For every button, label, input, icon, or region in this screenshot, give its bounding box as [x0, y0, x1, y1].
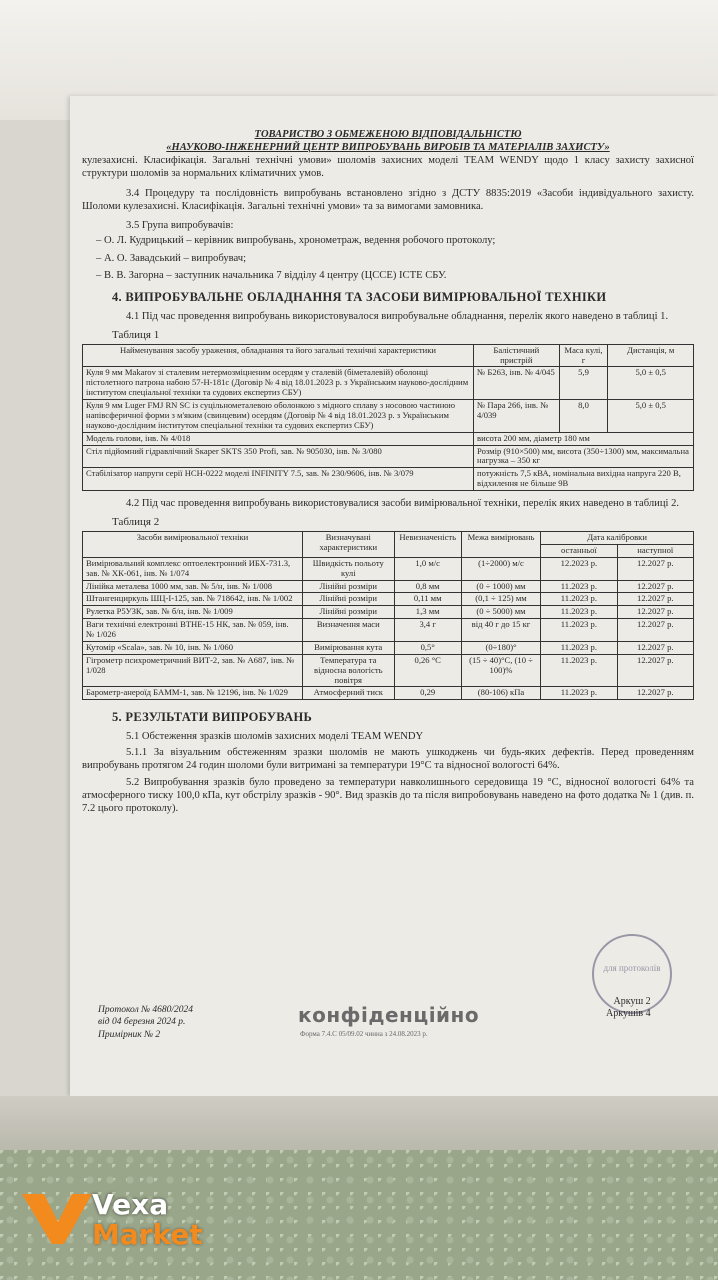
table-cell: Вимірювання кута [302, 641, 394, 654]
table-cell: Барометр-анероїд БАММ-1, зав. № 12196, інв. № 1/029 [83, 687, 303, 700]
table-row [83, 641, 694, 654]
table-cell: Рулетка Р5УЗК, зав. № б/н, інв. № 1/009 [83, 606, 303, 619]
table-cell: 0,8 мм [394, 580, 461, 593]
org-header-line2: «НАУКОВО-ІНЖЕНЕРНИЙ ЦЕНТР ВИПРОБУВАНЬ ВИРОБІВ ТА МАТЕРІАЛІВ ЗАХИСТУ» [166, 142, 610, 154]
paragraph-5-1: 5.1 Обстеження зразків шоломів захисних моделі TEAM WENDY [126, 730, 424, 742]
table2-header: Визначувані характеристики [302, 532, 394, 558]
table-cell: 3,4 г [394, 619, 461, 642]
table-surface [0, 1096, 718, 1156]
table-cell: Вимірювальний комплекс оптоелектронний ИБХ-731.3, зав. № ХК-061, інв. № 1/074 [83, 557, 303, 580]
table-cell: 12.2027 р. [617, 641, 693, 654]
table-cell: від 40 г до 15 кг [461, 619, 540, 642]
table-cell: висота 200 мм, діаметр 180 мм [474, 432, 694, 445]
table-cell: (0 ÷ 1000) мм [461, 580, 540, 593]
table-cell: 11.2023 р. [541, 580, 617, 593]
table-cell: Температура та відносна вологість повітря [302, 654, 394, 687]
table-row [83, 593, 694, 606]
table2-subheader: наступної [617, 544, 693, 557]
table-cell: 11.2023 р. [541, 606, 617, 619]
table-row [83, 468, 694, 491]
table-cell: 0,26 °С [394, 654, 461, 687]
watermark-line1: Vexa [92, 1188, 169, 1221]
tester-item: – В. В. Загорна – заступник начальника 7 відділу 4 центру (ЦССЕ) ІСТЕ СБУ. [96, 269, 694, 282]
table-cell: № Б263, інв. № 4/045 [474, 367, 560, 400]
table-cell: 12.2027 р. [617, 654, 693, 687]
table-cell: 0,29 [394, 687, 461, 700]
table-cell: 5,0 ± 0,5 [608, 400, 694, 433]
table-cell: 11.2023 р. [541, 593, 617, 606]
table-cell: 11.2023 р. [541, 654, 617, 687]
paragraph-4-2: 4.2 Під час проведення випробувань використовувалися засоби вимірювальної техніки, перелік яких наведено в таблиці 2. [126, 498, 680, 510]
table-cell: Куля 9 мм Luger FMJ RN SC із суцільнометалевою оболонкою з мідного сплаву з носовою частиною напівсферичної форми з м'яким (свинцевим) осердям (Договір № 4 від 18.01.2023 р. з Українським науково-дослідним інститутом спеціальної техніки та судових експертиз СБУ) [83, 400, 474, 433]
table-cell: Ваги технічні електронні ВТНЕ-15 НК, зав. № 059, інв. № 1/026 [83, 619, 303, 642]
table-cell: 11.2023 р. [541, 641, 617, 654]
org-header-line1: ТОВАРИСТВО З ОБМЕЖЕНОЮ ВІДПОВІДАЛЬНІСТЮ [254, 129, 522, 140]
table-cell: 1,3 мм [394, 606, 461, 619]
table-cell: Куля 9 мм Makarov зі сталевим нетермозміцненим осердям у сталевій (біметалевій) оболонці пістолетного патрона набою 57-Н-181с (Договір № 4 від 18.01.2023 р. з Українським науково-дослідним інститутом спеціальної техніки та судових експертиз СБУ) [83, 367, 474, 400]
copy-number: Примірник № 2 [98, 1029, 161, 1040]
table-row [83, 687, 694, 700]
table-cell: Лінійні розміри [302, 593, 394, 606]
table-cell: 12.2027 р. [617, 580, 693, 593]
document-content [82, 128, 694, 815]
table-cell: 12.2027 р. [617, 687, 693, 700]
stamp-seal: для протоколів [592, 934, 672, 1014]
table2-header: Межа вимірювань [461, 532, 540, 558]
table-cell: 1,0 м/с [394, 557, 461, 580]
table-cell: Стабілізатор напруги серії HCH-0222 моделі INFINITY 7.5, зав. № 230/9606, інв. № 3/079 [83, 468, 474, 491]
table-cell: Розмір (910×500) мм, висота (350÷1300) мм, максимальна нагрузка – 350 кг [474, 445, 694, 468]
table-cell: (15 ÷ 40)°С, (10 ÷ 100)% [461, 654, 540, 687]
table-cell: 12.2027 р. [617, 606, 693, 619]
table-cell: Штангенциркуль ШЦ-І-125, зав. № 718642, інв. № 1/002 [83, 593, 303, 606]
sheet-number: Аркуш 2 [613, 996, 651, 1007]
paragraph-5-1-1: 5.1.1 За візуальним обстеженням зразки шоломів не мають ушкоджень чи будь-яких дефектів. Перед проведенням випробувань протягом 24 годин шоломи були витримані за температури 19°С та відносної вологості 64%. [82, 747, 694, 772]
table-cell: Модель голови, інв. № 4/018 [83, 432, 474, 445]
table-cell: (80-106) кПа [461, 687, 540, 700]
table-1 [82, 344, 694, 491]
table1-caption: Таблиця 1 [112, 328, 160, 341]
table-cell: Лінійні розміри [302, 606, 394, 619]
sheet-total: Аркушів 4 [606, 1008, 651, 1019]
table-row [83, 445, 694, 468]
table-row [83, 367, 694, 400]
table-cell: (0 ÷ 5000) мм [461, 606, 540, 619]
table2-caption: Таблиця 2 [112, 516, 160, 529]
table-cell: 12.2027 р. [617, 619, 693, 642]
table-cell: 0,11 мм [394, 593, 461, 606]
paragraph-3-5: 3.5 Група випробувачів: [126, 220, 234, 232]
protocol-number: Протокол № 4680/2024 [98, 1005, 194, 1015]
testers-list [82, 234, 694, 282]
watermark-line2: Market [92, 1218, 203, 1251]
table2-header: Засоби вимірювальної техніки [83, 532, 303, 558]
table-row [83, 619, 694, 642]
table-cell: Гігрометр психрометричний ВИТ-2, зав. № А687, інв. № 1/028 [83, 654, 303, 687]
table-cell: Швидкість польоту кулі [302, 557, 394, 580]
table-cell: потужність 7,5 кВА, номінальна вихідна напруга 220 В, відхилення не більше 9В [474, 468, 694, 491]
table-cell: (0,1 ÷ 125) мм [461, 593, 540, 606]
table-cell: Визначення маси [302, 619, 394, 642]
table-cell: 12.2027 р. [617, 557, 693, 580]
table-cell: 0,5° [394, 641, 461, 654]
table-cell: 11.2023 р. [541, 687, 617, 700]
table1-header: Маса кулі, г [559, 344, 608, 367]
table-cell: (0÷180)° [461, 641, 540, 654]
table-row [83, 606, 694, 619]
table-cell: № Пара 266, інв. № 4/039 [474, 400, 560, 433]
intro-paragraph: кулезахисні. Класифікація. Загальні технічні умови» шоломів захисних моделі TEAM WENDY щодо 1 класу захисту захисної структури шоломів за нормальних кліматичних умов. [82, 155, 694, 180]
tester-item: – О. Л. Кудрицький – керівник випробувань, хронометраж, ведення робочого протоколу; [96, 234, 694, 247]
table-cell: 5,9 [559, 367, 608, 400]
table-cell: 11.2023 р. [541, 619, 617, 642]
table1-header: Найменування засобу ураження, обладнання та його загальні технічні характеристики [83, 344, 474, 367]
section-5-title: 5. РЕЗУЛЬТАТИ ВИПРОБУВАНЬ [112, 710, 313, 725]
confidential-mark: конфіденційно [298, 1003, 480, 1027]
table-2 [82, 531, 694, 700]
table1-header: Дистанція, м [608, 344, 694, 367]
paragraph-4-1: 4.1 Під час проведення випробувань використовувалося випробувальне обладнання, перелік якого наведено в таблиці 1. [126, 310, 669, 322]
document-footer [98, 1004, 193, 1041]
protocol-date: від 04 березня 2024 р. [98, 1017, 186, 1028]
table-row [83, 580, 694, 593]
tester-item: – А. О. Завадський – випробувач; [96, 252, 694, 265]
table-cell: Лінійка металева 1000 мм, зав. № 5/н, інв. № 1/008 [83, 580, 303, 593]
table-row [83, 432, 694, 445]
table-cell: (1÷2000) м/с [461, 557, 540, 580]
sheet-counter [606, 996, 651, 1020]
paragraph-3-4: 3.4 Процедуру та послідовність випробувань встановлено згідно з ДСТУ 8835:2019 «Засоби індивідуального захисту. Шоломи кулезахисні. Класифікація. Загальні технічні умови» та за вимогами замовника. [82, 187, 694, 212]
table-cell: Лінійні розміри [302, 580, 394, 593]
table-cell: 12.2027 р. [617, 593, 693, 606]
table-cell: Атмосферний тиск [302, 687, 394, 700]
table-row [83, 400, 694, 433]
table-row [83, 557, 694, 580]
table-row [83, 654, 694, 687]
paragraph-5-2: 5.2 Випробування зразків було проведено за температури навколишнього середовища 19 °С, відносної вологості 64% та атмосферного тиску 100,0 кПа, кут обстрілу зразків - 90°. Вид зразків до та після випробовувань наведено на фото додатка № 1 (див. п. 7.2 цього протоколу). [82, 776, 694, 815]
table-cell: Стіл підйомний гідравлічний Sкaper SKTS 350 Profi, зав. № 905030, інв. № 3/080 [83, 445, 474, 468]
table1-header: Балістичний пристрій [474, 344, 560, 367]
table2-header: Невизначеність [394, 532, 461, 558]
table-cell: 8,0 [559, 400, 608, 433]
table-cell: 5,0 ± 0,5 [608, 367, 694, 400]
form-id: Форма 7.4.С 05/09.02 чинна з 24.08.2023 р. [300, 1030, 428, 1038]
table-cell: 12.2023 р. [541, 557, 617, 580]
table2-header: Дата калібровки [541, 532, 694, 545]
table2-subheader: останньої [541, 544, 617, 557]
section-4-title: 4. ВИПРОБУВАЛЬНЕ ОБЛАДНАННЯ ТА ЗАСОБИ ВИМІРЮВАЛЬНОЇ ТЕХНІКИ [112, 290, 607, 305]
table-cell: Кутомір «Scala», зав. № 10, інв. № 1/060 [83, 641, 303, 654]
